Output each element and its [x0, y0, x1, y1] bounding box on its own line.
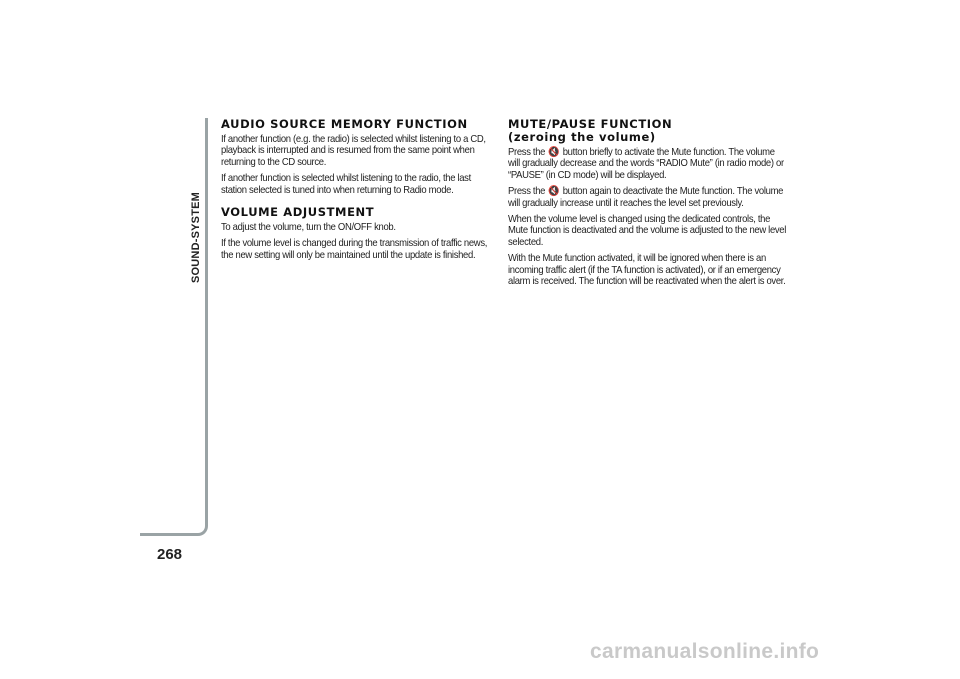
volume-adjustment-heading: VOLUME ADJUSTMENT [221, 205, 375, 220]
mute-p1-before: Press the [508, 147, 546, 158]
mute-paragraph-3: When the volume level is changed using the dedicated controls, the Mute function is deactivated and the volume is adjusted to the new level selected. [508, 214, 787, 248]
mute-pause-title: MUTE/PAUSE FUNCTION [508, 117, 673, 131]
audio-source-memory-paragraph-1: If another function (e.g. the radio) is selected whilst listening to a CD, playback is interrupted and is resumed from the same point when returning to the CD source. [221, 134, 486, 168]
mute-speaker-icon: 🔇 [548, 186, 560, 198]
mute-paragraph-4: With the Mute function activated, it will be ignored when there is an incoming traffic alert (if the TA function is activated), or if an emergency alarm is received. The function will be reactivated when the alert is over. [508, 253, 786, 288]
side-bar-frame [140, 118, 208, 536]
volume-adjustment-paragraph-2: If the volume level is changed during the transmission of traffic news, the new setting will only be maintained until the update is finished. [221, 238, 488, 261]
volume-adjustment-paragraph-1: To adjust the volume, turn the ON/OFF knob. [221, 222, 396, 234]
left-column [221, 118, 491, 266]
watermark: carmanualsonline.info [590, 640, 820, 663]
mute-paragraph-2 [508, 186, 788, 209]
mute-pause-subtitle: (zeroing the volume) [508, 130, 656, 144]
mute-speaker-icon: 🔇 [548, 147, 560, 158]
mute-paragraph-1 [508, 147, 788, 181]
mute-p2-before: Press the [508, 186, 546, 198]
section-tab-label: SOUND-SYSTEM [190, 191, 202, 283]
mute-pause-heading [508, 118, 786, 144]
audio-source-memory-paragraph-2: If another function is selected whilst listening to the radio, the last station selected is tuned into when returning to Radio mode. [221, 173, 471, 196]
mute-p2-after: button again to deactivate the Mute function. The volume will gradually increase until it reaches the level set previously. [508, 186, 784, 209]
right-column [508, 118, 786, 292]
mute-p1-after: button briefly to activate the Mute function. The volume will gradually decrease and the words “RADIO Mute” (in radio mode) or “PAUSE” (in CD mode) will be displayed. [508, 147, 784, 181]
audio-source-memory-heading: AUDIO SOURCE MEMORY FUNCTION [221, 117, 468, 131]
page-number: 268 [157, 546, 183, 563]
